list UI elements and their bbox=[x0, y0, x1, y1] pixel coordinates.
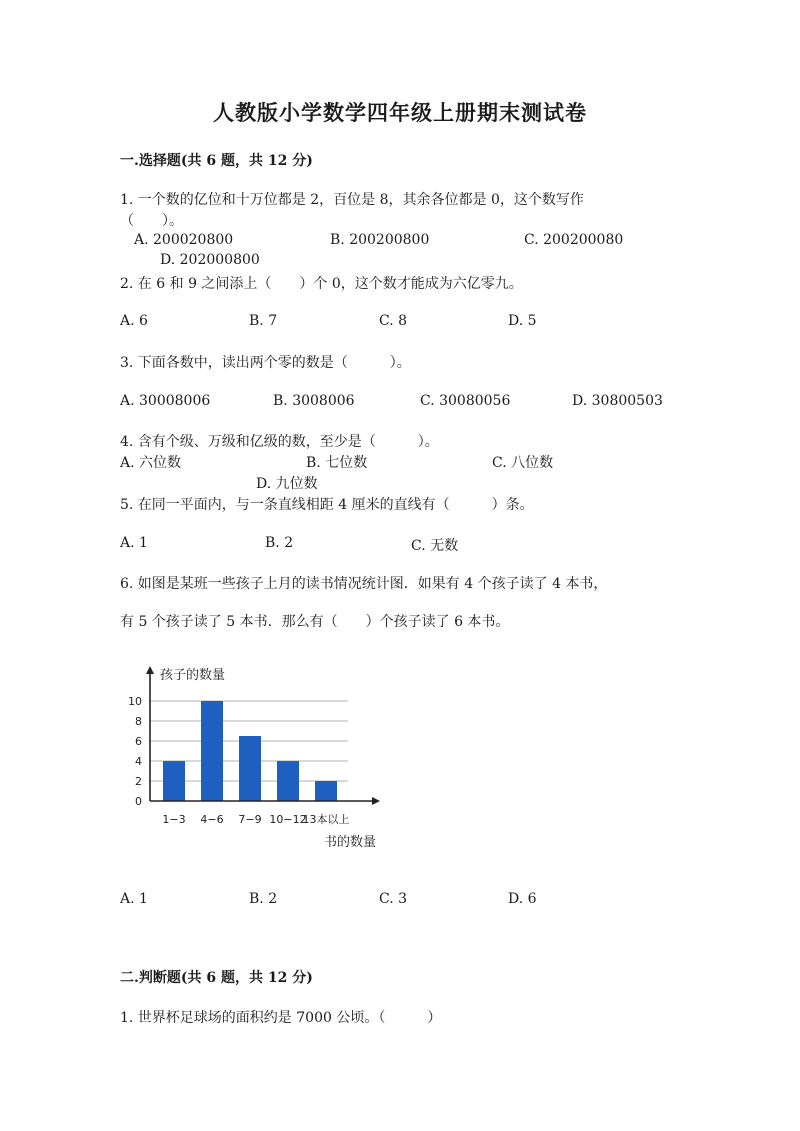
y-tick-label: 10 bbox=[128, 695, 142, 708]
q4-option-d[interactable]: D. 九位数 bbox=[256, 476, 318, 492]
section-1-heading: 一.选择题(共 6 题，共 12 分) bbox=[120, 153, 313, 169]
q1-option-a[interactable]: A. 200020800 bbox=[134, 232, 234, 248]
x-tick-label: 4−6 bbox=[200, 813, 224, 826]
q5-option-a[interactable]: A. 1 bbox=[120, 535, 148, 551]
bar-4 bbox=[277, 761, 299, 801]
q1-stem-line2: （ ）。 bbox=[120, 213, 183, 229]
q4-option-b[interactable]: B. 七位数 bbox=[306, 455, 368, 471]
q2-stem: 2. 在 6 和 9 之间添上（ ）个 0，这个数才能成为六亿零九。 bbox=[120, 276, 523, 292]
section-2-heading: 二.判断题(共 6 题，共 12 分) bbox=[120, 970, 313, 986]
y-tick-label: 6 bbox=[135, 735, 142, 748]
q2-option-a[interactable]: A. 6 bbox=[120, 313, 148, 329]
q3-stem: 3. 下面各数中，读出两个零的数是（ ）。 bbox=[120, 355, 411, 371]
x-tick-label: 10−12 bbox=[269, 813, 307, 826]
y-tick-label: 0 bbox=[135, 795, 142, 808]
chart-x-ticks bbox=[162, 812, 349, 826]
q5-option-c[interactable]: C. 无数 bbox=[411, 538, 459, 554]
q1-option-c[interactable]: C. 200200080 bbox=[524, 232, 624, 248]
q2-option-c[interactable]: C. 8 bbox=[379, 313, 408, 329]
bar-1 bbox=[163, 761, 185, 801]
y-tick-label: 8 bbox=[135, 715, 142, 728]
q1-option-d[interactable]: D. 202000800 bbox=[160, 252, 260, 268]
bar-3 bbox=[239, 736, 261, 801]
q4-option-c[interactable]: C. 八位数 bbox=[492, 455, 554, 471]
s2-q1-stem: 1. 世界杯足球场的面积约是 7000 公顷。（ ） bbox=[120, 1010, 442, 1026]
q3-option-c[interactable]: C. 30080056 bbox=[420, 393, 511, 409]
q2-option-b[interactable]: B. 7 bbox=[249, 313, 278, 329]
q6-option-b[interactable]: B. 2 bbox=[249, 891, 278, 907]
y-tick-label: 2 bbox=[135, 775, 142, 788]
chart-bars bbox=[163, 701, 337, 801]
q3-option-a[interactable]: A. 30008006 bbox=[120, 393, 211, 409]
q6-stem-line2: 有 5 个孩子读了 5 本书．那么有（ ）个孩子读了 6 本书。 bbox=[120, 614, 510, 630]
x-tick-label: 7−9 bbox=[238, 813, 262, 826]
q6-stem-line1: 6. 如图是某班一些孩子上月的读书情况统计图．如果有 4 个孩子读了 4 本书， bbox=[120, 576, 608, 592]
q1-option-b[interactable]: B. 200200800 bbox=[330, 232, 430, 248]
x-tick-label: 1−3 bbox=[162, 813, 186, 826]
page-title: 人教版小学数学四年级上册期末测试卷 bbox=[213, 100, 587, 125]
q1-stem-line1: 1. 一个数的亿位和十万位都是 2，百位是 8，其余各位都是 0，这个数写作 bbox=[120, 192, 584, 208]
chart-y-ticks bbox=[128, 695, 142, 808]
q4-option-a[interactable]: A. 六位数 bbox=[120, 455, 182, 471]
x-tick-label: 13本以上 bbox=[302, 813, 350, 826]
bar-5 bbox=[315, 781, 337, 801]
q3-option-d[interactable]: D. 30800503 bbox=[572, 393, 663, 409]
q5-option-b[interactable]: B. 2 bbox=[265, 535, 294, 551]
q6-option-a[interactable]: A. 1 bbox=[120, 891, 148, 907]
y-tick-label: 4 bbox=[135, 755, 142, 768]
y-axis-label: 孩子的数量 bbox=[160, 668, 226, 683]
reading-bar-chart bbox=[122, 658, 392, 858]
q2-option-d[interactable]: D. 5 bbox=[508, 313, 537, 329]
q3-option-b[interactable]: B. 3008006 bbox=[273, 393, 355, 409]
bar-2 bbox=[201, 701, 223, 801]
q6-option-d[interactable]: D. 6 bbox=[508, 891, 537, 907]
q5-stem: 5. 在同一平面内，与一条直线相距 4 厘米的直线有（ ）条。 bbox=[120, 497, 534, 513]
q4-stem: 4. 含有个级、万级和亿级的数，至少是（ ）。 bbox=[120, 434, 439, 450]
x-axis-label: 书的数量 bbox=[324, 835, 377, 850]
q6-option-c[interactable]: C. 3 bbox=[379, 891, 408, 907]
